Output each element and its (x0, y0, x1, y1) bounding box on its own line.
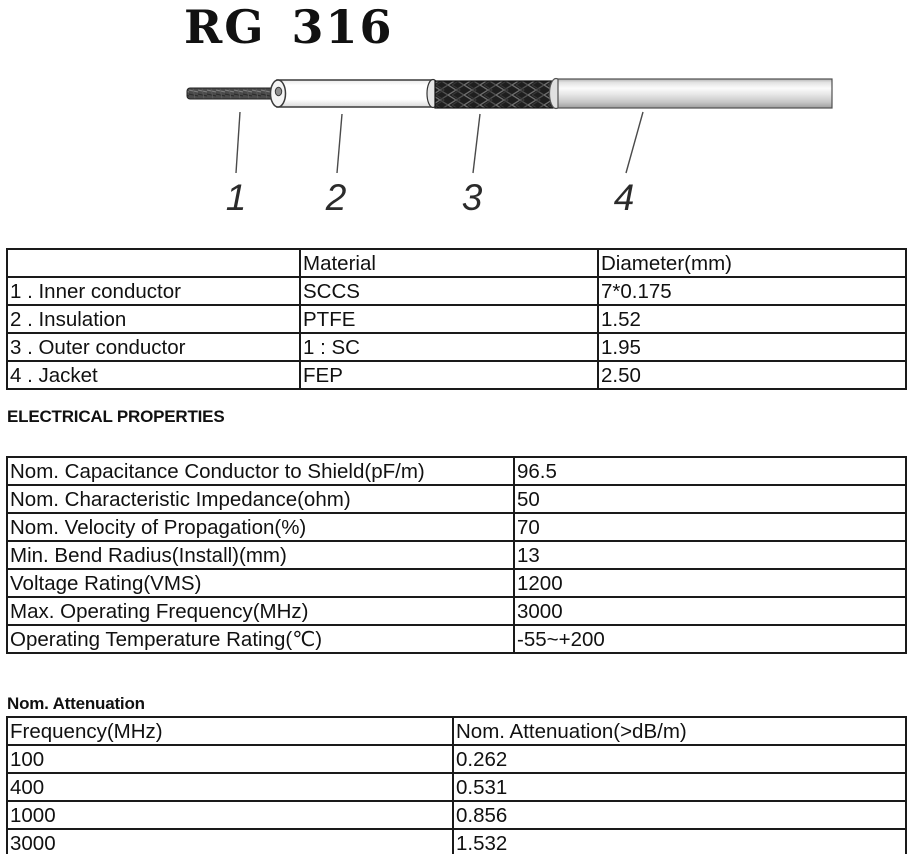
property-label-cell: Operating Temperature Rating(℃) (7, 625, 514, 653)
col-header-attenuation: Nom. Attenuation(>dB/m) (453, 717, 906, 745)
property-label-cell: Min. Bend Radius(Install)(mm) (7, 541, 514, 569)
diameter-cell: 2.50 (598, 361, 906, 389)
frequency-cell: 100 (7, 745, 453, 773)
attenuation-value-cell: 0.856 (453, 801, 906, 829)
material-cell: 1 : SC (300, 333, 598, 361)
property-row (7, 541, 906, 569)
col-header-empty (7, 249, 300, 277)
part-label-1: 1 (225, 177, 247, 218)
attenuation-row (7, 801, 906, 829)
leader-lines (236, 112, 643, 173)
construction-row (7, 361, 906, 389)
electrical-properties-table (6, 456, 907, 654)
property-value-cell: 3000 (514, 597, 906, 625)
diameter-cell: 7*0.175 (598, 277, 906, 305)
property-row (7, 569, 906, 597)
diameter-cell: 1.52 (598, 305, 906, 333)
frequency-cell: 400 (7, 773, 453, 801)
part-label-2: 2 (325, 177, 347, 218)
property-row (7, 597, 906, 625)
construction-header-row (7, 249, 906, 277)
construction-row (7, 277, 906, 305)
col-header-material: Material (300, 249, 598, 277)
attenuation-table (6, 716, 907, 854)
property-row (7, 457, 906, 485)
frequency-cell: 1000 (7, 801, 453, 829)
property-row (7, 513, 906, 541)
construction-row (7, 333, 906, 361)
outer-conductor-graphic (427, 80, 553, 109)
property-label-cell: Max. Operating Frequency(MHz) (7, 597, 514, 625)
cable-diagram (0, 55, 913, 240)
attenuation-value-cell: 0.531 (453, 773, 906, 801)
row-label-cell: 4 . Jacket (7, 361, 300, 389)
attenuation-row (7, 773, 906, 801)
row-label-cell: 2 . Insulation (7, 305, 300, 333)
property-value-cell: 13 (514, 541, 906, 569)
insulation-graphic (271, 80, 434, 107)
diameter-cell: 1.95 (598, 333, 906, 361)
material-cell: SCCS (300, 277, 598, 305)
electrical-properties-heading: ELECTRICAL PROPERTIES (7, 407, 225, 426)
attenuation-value-cell: 1.532 (453, 829, 906, 854)
page-title: RG 316 (184, 0, 394, 54)
material-cell: PTFE (300, 305, 598, 333)
property-row (7, 485, 906, 513)
jacket-graphic (550, 79, 833, 109)
part-label-4: 4 (613, 177, 635, 218)
property-value-cell: 50 (514, 485, 906, 513)
attenuation-value-cell: 0.262 (453, 745, 906, 773)
attenuation-heading: Nom. Attenuation (7, 694, 145, 713)
construction-table (6, 248, 907, 390)
row-label-cell: 3 . Outer conductor (7, 333, 300, 361)
property-value-cell: 1200 (514, 569, 906, 597)
construction-row (7, 305, 906, 333)
property-row (7, 625, 906, 653)
material-cell: FEP (300, 361, 598, 389)
attenuation-header-row (7, 717, 906, 745)
frequency-cell: 3000 (7, 829, 453, 854)
row-label-cell: 1 . Inner conductor (7, 277, 300, 305)
property-value-cell: -55~+200 (514, 625, 906, 653)
attenuation-row (7, 745, 906, 773)
col-header-frequency: Frequency(MHz) (7, 717, 453, 745)
inner-conductor-graphic (187, 88, 280, 99)
part-label-3: 3 (461, 177, 483, 218)
property-label-cell: Nom. Velocity of Propagation(%) (7, 513, 514, 541)
attenuation-row (7, 829, 906, 854)
col-header-diameter: Diameter(mm) (598, 249, 906, 277)
property-value-cell: 70 (514, 513, 906, 541)
property-label-cell: Nom. Characteristic Impedance(ohm) (7, 485, 514, 513)
property-label-cell: Nom. Capacitance Conductor to Shield(pF/m) (7, 457, 514, 485)
property-label-cell: Voltage Rating(VMS) (7, 569, 514, 597)
property-value-cell: 96.5 (514, 457, 906, 485)
